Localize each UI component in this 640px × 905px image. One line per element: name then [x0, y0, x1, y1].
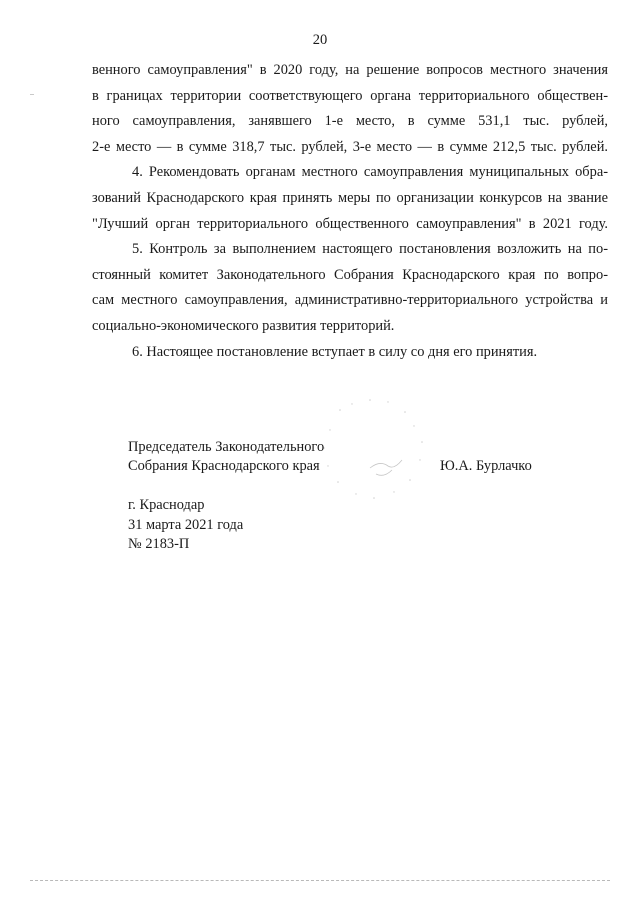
signatory-position: Председатель Законодательного	[128, 439, 325, 455]
body-line: 4. Рекомендовать органам местного самоуправления муниципальных обра-	[132, 164, 608, 181]
document-date: 31 марта 2021 года	[128, 516, 244, 533]
document-number: № 2183-П	[128, 536, 190, 552]
document-requisites	[128, 496, 243, 555]
signatory-position: Собрания Краснодарского края	[128, 458, 320, 474]
body-line: сам местного самоуправления, административно-территориального устройства и	[92, 292, 608, 309]
body-line: 5. Контроль за выполнением настоящего постановления возложить на по-	[132, 241, 608, 258]
signatory-name: Ю.А. Бурлачко	[440, 458, 532, 474]
page-bottom-rule	[30, 880, 610, 881]
body-line: ного самоуправления, занявшего 1-е место, в сумме 531,1 тыс. рублей,	[92, 113, 608, 130]
document-city: г. Краснодар	[128, 497, 205, 513]
body-line: "Лучший орган территориального общественного самоуправления" в 2021 году.	[92, 215, 608, 232]
margin-mark	[30, 94, 34, 95]
body-line: в границах территории соответствующего органа территориального обществен-	[92, 87, 608, 104]
body-line: социально-экономического развития территорий.	[92, 317, 395, 334]
document-body	[92, 58, 608, 365]
body-line: стоянный комитет Законодательного Собрания Краснодарского края по вопро-	[92, 266, 608, 283]
body-line: 2-е место — в сумме 318,7 тыс. рублей, 3-е место — в сумме 212,5 тыс. рублей.	[92, 138, 608, 155]
body-line: зований Краснодарского края принять меры по организации конкурсов на звание	[92, 189, 608, 206]
body-line: 6. Настоящее постановление вступает в силу со дня его принятия.	[132, 343, 538, 360]
page-number: 20	[312, 32, 328, 48]
body-line: венного самоуправления" в 2020 году, на решение вопросов местного значения	[92, 62, 608, 78]
